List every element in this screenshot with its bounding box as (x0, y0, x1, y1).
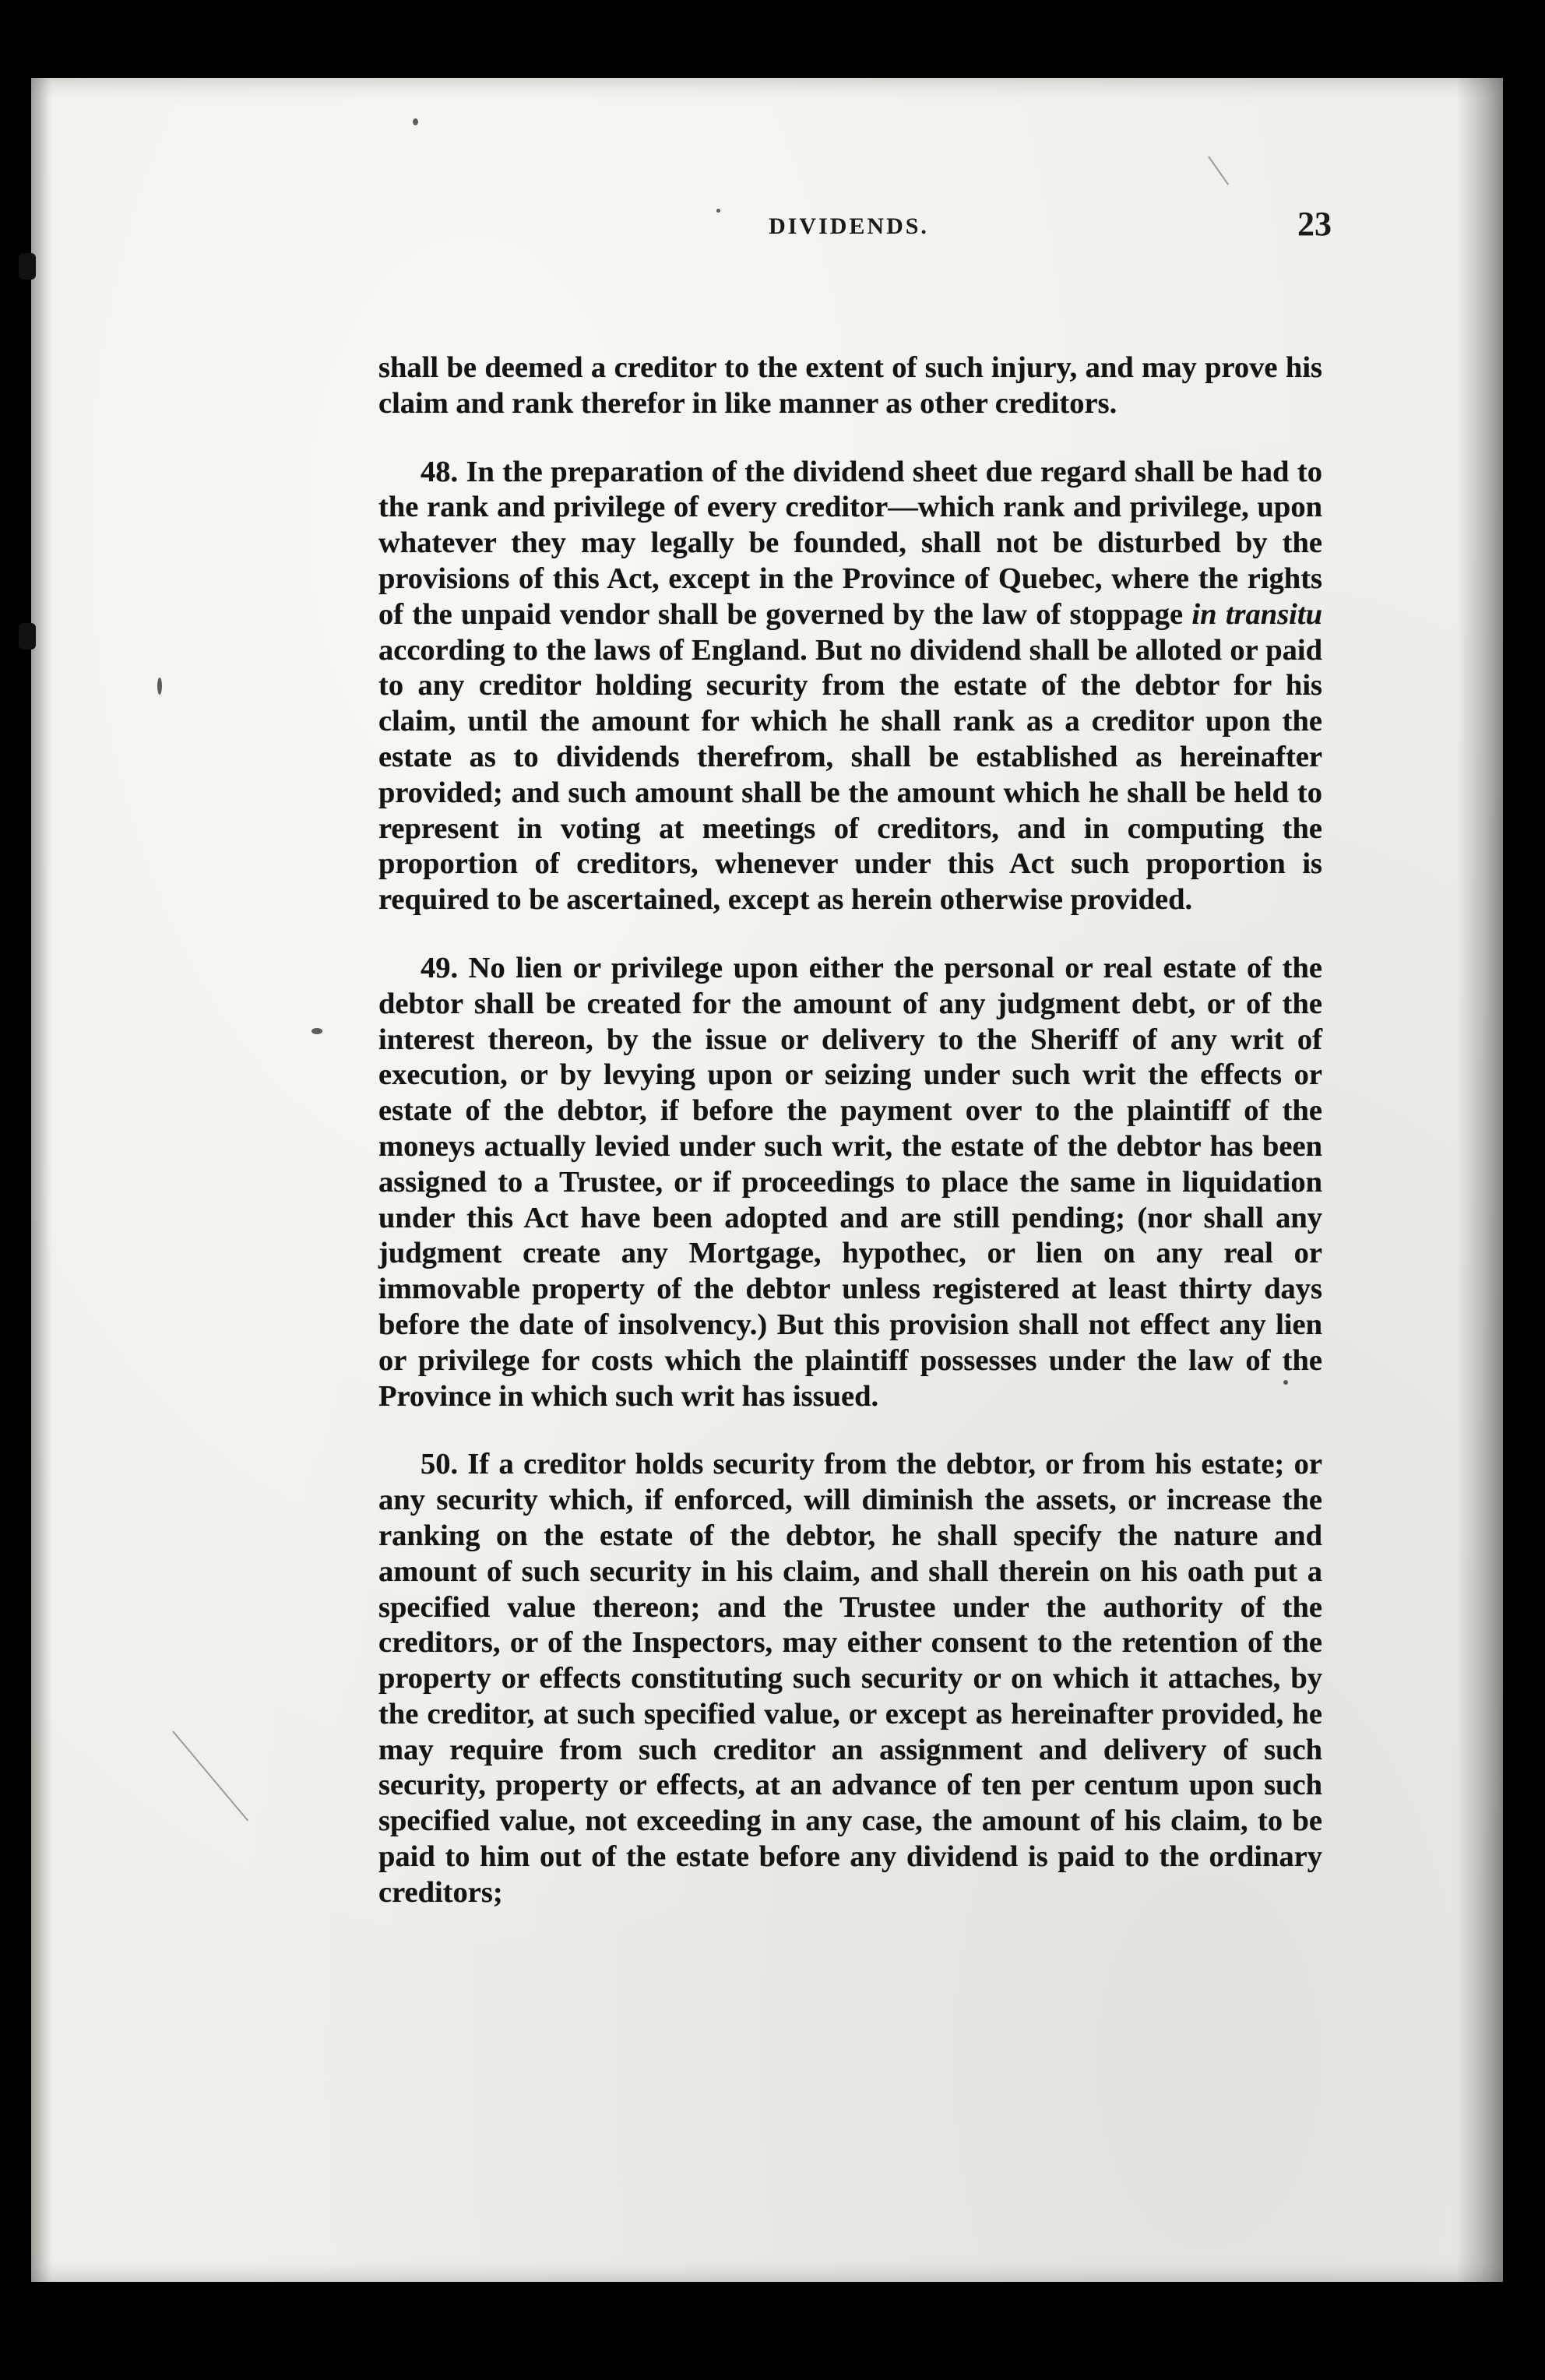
pencil-mark (1208, 156, 1229, 185)
ink-speck (157, 678, 162, 695)
continued-paragraph (378, 350, 1322, 422)
text-run: 48. In the preparation of the dividend sheet due regard shall be had to the rank and privilege of every creditor—which rank and privilege, upon whatever they may legally be founded, shall not be disturbed by the provisions of this Act, except in the Province of Quebec, where the rights of the unpaid vendor shall be governed by the law of stoppage (378, 455, 1322, 631)
binding-gutter-shadow (31, 78, 51, 2282)
text-run: 49. No lien or privilege upon either the personal or real estate of the debtor shall be created for the amount of any judgment debt, or of the interest thereon, by the issue or delivery to the Sheriff of any writ of execution, or by levying upon or seizing under such writ the effects or estate of the debtor, if before the payment over to the plaintiff of the moneys actually levied under such writ, the estate of the debtor has been assigned to a Trustee, or if proceedings to place the same in liquidation under this Act have been adopted and are still pending; (nor shall any judgment create any Mortgage, hypothec, or lien on any real or immovable property of the debtor unless registered at least thirty days before the date of insolvency.) But this provision shall not effect any lien or privilege for costs which the plaintiff possesses under the law of the Province in which such writ has issued. (378, 951, 1322, 1413)
ink-speck (311, 1028, 322, 1034)
page-number: 23 (1297, 205, 1332, 243)
page-header (366, 204, 1332, 259)
book-page (31, 78, 1503, 2282)
page-edge-shadow (1456, 78, 1503, 2282)
gutter-ink-mark (19, 623, 36, 650)
ink-speck (716, 209, 720, 213)
text-run: according to the laws of England. But no dividend shall be alloted or paid to any creditor holding security from the estate of the debtor for his claim, until the amount for which he shall rank as a creditor upon the estate as to dividends therefrom, shall be established as hereinafter provided; and such amount shall be the amount which he shall be held to represent in voting at meetings of creditors, and in computing the proportion of creditors, whenever under this Act such proportion is required to be ascertained, except as herein otherwise provided. (378, 633, 1322, 917)
text-run: shall be deemed a creditor to the extent of such injury, and may prove his claim and rank therefor in like manner as other creditors. (378, 351, 1322, 420)
ink-speck (413, 118, 418, 125)
section-paragraph (378, 1447, 1322, 1910)
italic-phrase: in transitu (1191, 597, 1322, 631)
gutter-ink-mark (19, 253, 36, 280)
running-head: DIVIDENDS. (769, 213, 929, 239)
text-run: 50. If a creditor holds security from the debtor, or from his estate; or any security which, if enforced, will diminish the assets, or increase the ranking on the estate of the debtor, he shall specify the nature and amount of such security in his claim, and shall therein on his oath put a specified value thereon; and the Trustee under the authority of the creditors, or of the Inspectors, may either consent to the retention of the property or effects constituting such security or on which it attaches, by the creditor, at such specified value, or except as hereinafter provided, he may require from such creditor an assignment and delivery of such security, property or effects, at an advance of ten per centum upon such specified value, not exceeding in any case, the amount of his claim, to be paid to him out of the estate before any dividend is paid to the ordinary creditors; (378, 1448, 1322, 1909)
page-body-text (378, 350, 1322, 1911)
section-paragraph (378, 455, 1322, 918)
pencil-mark (172, 1730, 248, 1821)
section-paragraph (378, 951, 1322, 1414)
